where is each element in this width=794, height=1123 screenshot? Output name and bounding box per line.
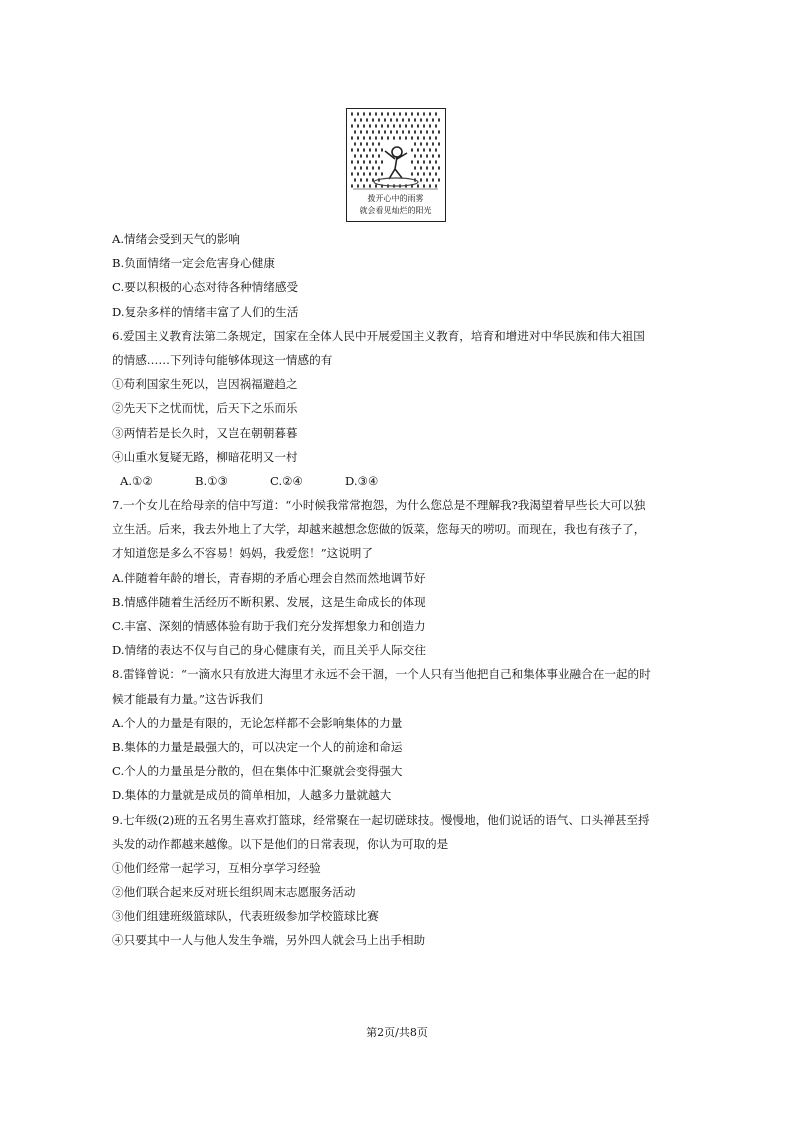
raindrop-mark [411, 160, 413, 164]
raindrop-mark [414, 118, 416, 122]
raindrop-mark [378, 154, 380, 158]
raindrop-mark [360, 142, 362, 146]
q9-item-4: ④只要其中一人与他人发生争端，另外四人就会马上出手相助 [112, 933, 426, 948]
raindrop-mark [372, 166, 374, 170]
raindrop-mark [363, 112, 365, 116]
raindrop-mark [375, 160, 377, 164]
raindrop-mark [417, 184, 419, 188]
raindrop-mark [390, 130, 392, 134]
raindrop-mark [387, 136, 389, 140]
raindrop-mark [366, 142, 368, 146]
raindrop-mark [438, 166, 440, 170]
q6-option-d: D.③④ [345, 473, 379, 488]
child-figure [385, 147, 407, 179]
raindrop-mark [420, 154, 422, 158]
raindrop-mark [423, 124, 425, 128]
raindrop-mark [357, 124, 359, 128]
raindrop-mark [363, 148, 365, 152]
raindrop-mark [435, 184, 437, 188]
raindrop-mark [363, 184, 365, 188]
raindrop-mark [363, 136, 365, 140]
q9-item-3: ③他们组建班级篮球队，代表班级参加学校篮球比赛 [112, 909, 379, 924]
raindrop-mark [366, 166, 368, 170]
raindrop-mark [417, 172, 419, 176]
raindrop-mark [369, 136, 371, 140]
q6-option-c: C.②④ [270, 473, 303, 488]
raindrop-mark [351, 160, 353, 164]
raindrop-mark [354, 130, 356, 134]
q5-option-a: A.情绪会受到天气的影响 [112, 232, 240, 246]
raindrop-mark [405, 136, 407, 140]
q8-option-a: A.个人的力量是有限的，无论怎样都不会影响集体的力量 [112, 715, 403, 730]
raindrop-mark [432, 130, 434, 134]
q6-options [112, 469, 692, 493]
raindrop-mark [438, 178, 440, 182]
raindrop-mark [351, 148, 353, 152]
raindrop-mark [387, 124, 389, 128]
raindrop-mark [381, 124, 383, 128]
illustration-figure [346, 108, 446, 222]
raindrop-mark [435, 124, 437, 128]
raindrop-mark [363, 124, 365, 128]
raindrop-mark [375, 172, 377, 176]
raindrop-mark [354, 118, 356, 122]
raindrop-mark [405, 112, 407, 116]
raindrop-mark [354, 142, 356, 146]
raindrop-mark [369, 112, 371, 116]
raindrop-mark [420, 142, 422, 146]
raindrop-mark [426, 154, 428, 158]
raindrop-mark [360, 130, 362, 134]
raindrop-mark [420, 178, 422, 182]
raindrop-mark [411, 172, 413, 176]
raindrop-mark [396, 130, 398, 134]
q9-item-2: ②他们联合起来反对班长组织周末志愿服务活动 [112, 885, 356, 900]
raindrop-mark [411, 124, 413, 128]
raindrop-mark [423, 160, 425, 164]
raindrop-mark [438, 154, 440, 158]
q5-option-b: B.负面情绪一定会危害身心健康 [112, 256, 275, 271]
raindrop-mark [363, 172, 365, 176]
raindrop-mark [375, 124, 377, 128]
page-number-footer: 第2页/共8页 [366, 1026, 428, 1039]
raindrop-mark [432, 178, 434, 182]
q5-option-c: C.要以积极的心态对待各种情绪感受 [112, 280, 299, 295]
raindrop-mark [435, 160, 437, 164]
raindrop-mark [369, 124, 371, 128]
raindrop-mark [360, 118, 362, 122]
q8-option-b: B.集体的力量是最强大的，可以决定一个人的前途和命运 [112, 739, 403, 754]
raindrop-mark [351, 112, 353, 116]
figure-caption-line2: 就会看见灿烂的阳光 [359, 206, 432, 215]
raindrop-mark [408, 118, 410, 122]
raindrop-mark [402, 130, 404, 134]
raindrop-mark [354, 154, 356, 158]
q6-item-4: ④山重水复疑无路，柳暗花明又一村 [112, 449, 298, 464]
raindrop-mark [375, 136, 377, 140]
raindrop-mark [435, 136, 437, 140]
raindrop-mark [393, 112, 395, 116]
raindrop-mark [399, 124, 401, 128]
raindrop-mark [411, 136, 413, 140]
raindrop-mark [423, 148, 425, 152]
raindrop-mark [357, 136, 359, 140]
raindrop-mark [417, 124, 419, 128]
q7-option-d: D.情绪的表达不仅与自己的身心健康有关，而且关乎人际交往 [112, 643, 427, 658]
raindrop-mark [357, 112, 359, 116]
q8-option-c: C.个人的力量虽是分散的，但在集体中汇聚就会变得强大 [112, 764, 403, 779]
raindrop-mark [393, 124, 395, 128]
raindrop-mark [435, 148, 437, 152]
raindrop-mark [390, 118, 392, 122]
raindrop-mark [375, 184, 377, 188]
q9-stem-line2: 头发的动作都越来越像。以下是他们的日常表现，你认为可取的是 [112, 836, 449, 851]
q7-stem-line1: 7.一个女儿在给母亲的信中写道：“小时候我常常抱怨，为什么您总是不理解我?我渴望着早些长大可以独 [112, 498, 646, 513]
raindrop-mark [432, 166, 434, 170]
q7-option-c: C.丰富、深刻的情感体验有助于我们充分发挥想象力和创造力 [112, 619, 426, 633]
q6-stem-line1: 6.爱国主义教育法第二条规定，国家在全体人民中开展爱国主义教育，培育和增进对中华民族和伟大祖国 [112, 328, 645, 343]
raindrop-mark [432, 118, 434, 122]
raindrop-mark [381, 136, 383, 140]
raindrop-mark [411, 112, 413, 116]
raindrop-mark [363, 160, 365, 164]
raindrop-mark [426, 166, 428, 170]
raindrop-mark [351, 172, 353, 176]
raindrop-mark [411, 148, 413, 152]
q9-stem-line1: 9.七年级(2)班的五名男生喜欢打篮球，经常聚在一起切磋球技。慢慢地，他们说话的语气、口头禅甚至捋 [112, 812, 650, 827]
raindrop-mark [414, 154, 416, 158]
raindrop-mark [414, 130, 416, 134]
question-content [112, 227, 692, 953]
raindrop-mark [429, 124, 431, 128]
raindrop-mark [429, 184, 431, 188]
raindrop-mark [369, 184, 371, 188]
raindrop-mark [417, 148, 419, 152]
q7-option-b: B.情感伴随着生活经历不断积累、发展，这是生命成长的体现 [112, 594, 426, 609]
raindrop-mark [426, 118, 428, 122]
raindrop-mark [432, 154, 434, 158]
raindrop-mark [423, 112, 425, 116]
q6-item-2: ②先天下之忧而忧，后天下之乐而乐 [112, 401, 298, 416]
raindrop-mark [366, 118, 368, 122]
rain-figure-illustration [347, 109, 444, 220]
q6-option-a: A.①② [120, 473, 153, 488]
raindrop-mark [408, 130, 410, 134]
raindrop-mark [375, 148, 377, 152]
raindrop-mark [429, 148, 431, 152]
raindrop-mark [432, 142, 434, 146]
raindrop-mark [438, 130, 440, 134]
raindrop-mark [387, 112, 389, 116]
raindrop-mark [384, 118, 386, 122]
raindrop-mark [381, 160, 383, 164]
raindrop-mark [429, 136, 431, 140]
raindrop-mark [357, 148, 359, 152]
raindrop-mark [417, 136, 419, 140]
raindrop-mark [423, 172, 425, 176]
raindrop-mark [354, 166, 356, 170]
q5-option-d: D.复杂多样的情绪丰富了人们的生活 [112, 304, 299, 319]
raindrop-mark [429, 112, 431, 116]
raindrop-mark [369, 160, 371, 164]
q7-stem-line2: 立生活。后来，我去外地上了大学，却越来越想念您做的饭菜，您每天的唠叨。而现在，我也有孩子了， [112, 522, 646, 537]
raindrop-mark [369, 148, 371, 152]
raindrop-mark [420, 130, 422, 134]
raindrop-mark [429, 172, 431, 176]
raindrop-mark [417, 160, 419, 164]
raindrop-mark [372, 154, 374, 158]
raindrop-mark [414, 166, 416, 170]
raindrop-mark [399, 136, 401, 140]
raindrop-mark [381, 172, 383, 176]
raindrop-mark [351, 136, 353, 140]
raindrop-mark [402, 118, 404, 122]
raindrop-mark [357, 172, 359, 176]
raindrop-mark [429, 160, 431, 164]
raindrop-mark [426, 130, 428, 134]
raindrop-mark [357, 160, 359, 164]
raindrop-mark [372, 118, 374, 122]
raindrop-mark [378, 166, 380, 170]
raindrop-mark [384, 130, 386, 134]
q6-stem-line2: 的情感……下列诗句能够体现这一情感的有 [112, 352, 333, 367]
raindrop-mark [372, 130, 374, 134]
figure-caption-line1: 拨开心中的雨雾 [367, 194, 424, 203]
raindrop-mark [423, 136, 425, 140]
raindrop-mark [378, 130, 380, 134]
raindrop-mark [393, 136, 395, 140]
q6-item-3: ③两情若是长久时，又岂在朝朝暮暮 [112, 425, 298, 440]
raindrop-mark [414, 142, 416, 146]
raindrop-mark [366, 130, 368, 134]
raindrop-mark [420, 118, 422, 122]
raindrop-mark [360, 178, 362, 182]
raindrop-mark [426, 178, 428, 182]
raindrop-mark [366, 178, 368, 182]
raindrop-mark [420, 166, 422, 170]
raindrop-mark [351, 124, 353, 128]
raindrop-mark [399, 112, 401, 116]
raindrop-mark [405, 124, 407, 128]
raindrop-mark [435, 172, 437, 176]
q8-stem-line1: 8.雷锋曾说：“一滴水只有放进大海里才永远不会干涸，一个人只有当他把自己和集体事业融合在一起的时 [112, 667, 651, 682]
raindrop-mark [369, 172, 371, 176]
raindrop-mark [426, 142, 428, 146]
raindrop-mark [438, 118, 440, 122]
raindrop-mark [381, 148, 383, 152]
raindrop-mark [357, 184, 359, 188]
raindrop-mark [366, 154, 368, 158]
raindrop-mark [438, 142, 440, 146]
raindrop-mark [381, 112, 383, 116]
raindrop-mark [396, 118, 398, 122]
raindrop-mark [423, 184, 425, 188]
raindrop-mark [435, 112, 437, 116]
raindrop-mark [360, 154, 362, 158]
raindrop-mark [360, 166, 362, 170]
raindrop-mark [351, 184, 353, 188]
raindrop-mark [378, 142, 380, 146]
q7-option-a: A.伴随着年龄的增长，青春期的矛盾心理会自然而然地调节好 [112, 570, 426, 585]
raindrop-mark [372, 142, 374, 146]
q8-option-d: D.集体的力量就是成员的简单相加，人越多力量就越大 [112, 788, 392, 803]
raindrop-mark [354, 178, 356, 182]
raindrop-mark [375, 112, 377, 116]
q6-option-b: B.①③ [195, 473, 228, 488]
q9-item-1: ①他们经常一起学习，互相分享学习经验 [112, 860, 321, 875]
q6-item-1: ①苟利国家生死以，岂因祸福避趋之 [112, 377, 298, 392]
raindrop-mark [378, 118, 380, 122]
q8-stem-line2: 候才能最有力量。”这告诉我们 [112, 691, 263, 706]
q7-stem-line3: 才知道您是多么不容易！妈妈，我爱您！”这说明了 [112, 546, 373, 561]
raindrop-mark [417, 112, 419, 116]
